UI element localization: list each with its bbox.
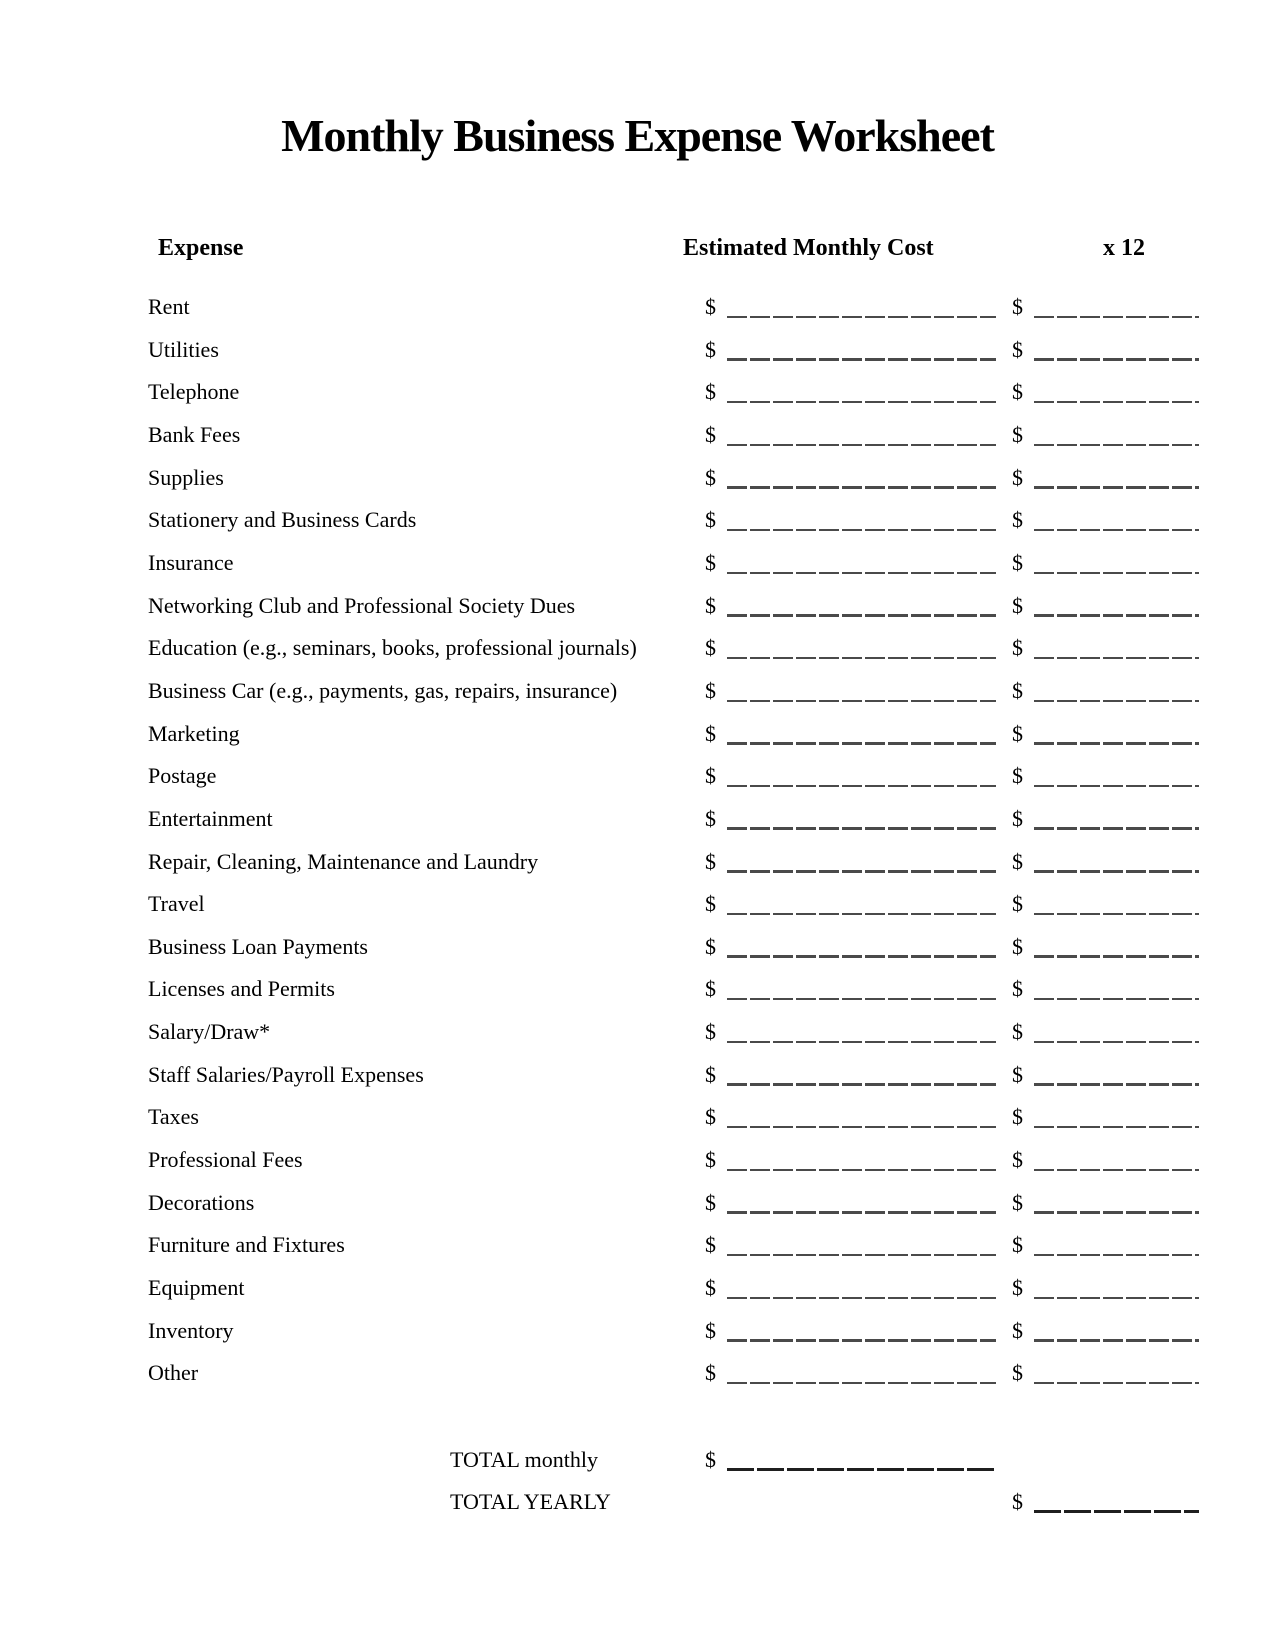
yearly-cost-field xyxy=(1012,1310,1199,1353)
total-monthly-blank[interactable] xyxy=(727,1468,996,1471)
expense-row xyxy=(148,713,1197,756)
expense-label: Salary/Draw* xyxy=(148,1019,271,1045)
expense-row xyxy=(148,542,1197,585)
expense-row xyxy=(148,457,1197,500)
dollar-sign: $ xyxy=(1012,1317,1023,1343)
yearly-cost-blank[interactable] xyxy=(1034,486,1199,488)
yearly-cost-field xyxy=(1012,1011,1199,1054)
dollar-sign: $ xyxy=(705,422,716,448)
dollar-sign: $ xyxy=(1012,1104,1023,1130)
expense-label: Decorations xyxy=(148,1189,255,1215)
monthly-cost-blank[interactable] xyxy=(727,614,996,616)
expense-label: Inventory xyxy=(148,1317,234,1343)
expense-row xyxy=(148,286,1197,329)
expense-table xyxy=(148,234,1197,1524)
expense-row xyxy=(148,841,1197,884)
dollar-sign: $ xyxy=(1012,933,1023,959)
total-yearly-monthly-spacer xyxy=(705,1481,1012,1524)
monthly-cost-blank[interactable] xyxy=(727,1169,996,1171)
dollar-sign: $ xyxy=(1012,635,1023,661)
total-monthly-yearly-spacer xyxy=(1012,1439,1197,1482)
expense-label: Travel xyxy=(148,891,205,917)
dollar-sign: $ xyxy=(705,677,716,703)
total-monthly-field xyxy=(705,1439,1012,1482)
dollar-sign: $ xyxy=(1012,1489,1023,1515)
monthly-cost-field xyxy=(705,1182,1012,1225)
yearly-cost-blank[interactable] xyxy=(1034,1254,1199,1256)
expense-label: Taxes xyxy=(148,1104,199,1130)
expense-label: Professional Fees xyxy=(148,1147,303,1172)
monthly-cost-field xyxy=(705,1011,1012,1054)
dollar-sign: $ xyxy=(1012,1360,1023,1386)
dollar-sign: $ xyxy=(1012,805,1023,831)
dollar-sign: $ xyxy=(705,294,716,320)
expense-row xyxy=(148,1267,1197,1310)
yearly-cost-field xyxy=(1012,329,1199,372)
monthly-cost-blank[interactable] xyxy=(727,316,996,318)
dollar-sign: $ xyxy=(1012,1061,1023,1087)
expense-label: Bank Fees xyxy=(148,422,241,448)
yearly-cost-blank[interactable] xyxy=(1034,1297,1199,1299)
dollar-sign: $ xyxy=(705,1360,716,1386)
dollar-sign: $ xyxy=(705,1232,716,1258)
yearly-cost-blank[interactable] xyxy=(1034,955,1199,957)
expense-label: Equipment xyxy=(148,1274,245,1300)
dollar-sign: $ xyxy=(705,1317,716,1343)
yearly-cost-field xyxy=(1012,499,1199,542)
monthly-cost-blank[interactable] xyxy=(727,572,996,574)
dollar-sign: $ xyxy=(705,1147,716,1172)
monthly-cost-field xyxy=(705,329,1012,372)
expense-row xyxy=(148,1096,1197,1139)
expense-label: Networking Club and Professional Society Dues xyxy=(148,592,576,618)
monthly-cost-field xyxy=(705,926,1012,969)
monthly-cost-field xyxy=(705,371,1012,414)
expense-row xyxy=(148,1352,1197,1395)
monthly-cost-field xyxy=(705,670,1012,713)
dollar-sign: $ xyxy=(1012,976,1023,1002)
expense-label: Licenses and Permits xyxy=(148,976,335,1002)
yearly-cost-blank[interactable] xyxy=(1034,1339,1199,1341)
expense-label: Entertainment xyxy=(148,805,273,831)
yearly-cost-field xyxy=(1012,286,1199,329)
monthly-cost-blank[interactable] xyxy=(727,1254,996,1256)
dollar-sign: $ xyxy=(705,891,716,917)
yearly-cost-blank[interactable] xyxy=(1034,1041,1199,1043)
expense-label: Furniture and Fixtures xyxy=(148,1232,345,1258)
yearly-cost-blank[interactable] xyxy=(1034,1211,1199,1213)
expense-label: Marketing xyxy=(148,720,240,746)
expense-row xyxy=(148,414,1197,457)
yearly-cost-blank[interactable] xyxy=(1034,529,1199,531)
monthly-cost-field xyxy=(705,883,1012,926)
dollar-sign: $ xyxy=(705,1189,716,1215)
yearly-cost-field xyxy=(1012,841,1199,884)
monthly-cost-field xyxy=(705,798,1012,841)
yearly-cost-field xyxy=(1012,414,1199,457)
expense-row xyxy=(148,926,1197,969)
total-yearly-row xyxy=(148,1481,1197,1524)
dollar-sign: $ xyxy=(705,1061,716,1087)
yearly-cost-field xyxy=(1012,798,1199,841)
dollar-sign: $ xyxy=(705,1104,716,1130)
dollar-sign: $ xyxy=(705,763,716,789)
monthly-cost-blank[interactable] xyxy=(727,1382,996,1384)
dollar-sign: $ xyxy=(705,805,716,831)
yearly-cost-field xyxy=(1012,1139,1199,1182)
dollar-sign: $ xyxy=(705,336,716,362)
monthly-cost-blank[interactable] xyxy=(727,913,996,915)
total-yearly-label: TOTAL YEARLY xyxy=(450,1489,611,1515)
monthly-cost-field xyxy=(705,542,1012,585)
monthly-cost-blank[interactable] xyxy=(727,529,996,531)
expense-row xyxy=(148,1054,1197,1097)
dollar-sign: $ xyxy=(705,635,716,661)
table-header-row xyxy=(148,234,1197,262)
monthly-cost-blank[interactable] xyxy=(727,785,996,787)
dollar-sign: $ xyxy=(1012,294,1023,320)
monthly-cost-blank[interactable] xyxy=(727,401,996,403)
expense-rows xyxy=(148,286,1197,1395)
dollar-sign: $ xyxy=(705,1274,716,1300)
yearly-cost-field xyxy=(1012,627,1199,670)
monthly-cost-blank[interactable] xyxy=(727,1339,996,1341)
yearly-cost-blank[interactable] xyxy=(1034,913,1199,915)
monthly-cost-blank[interactable] xyxy=(727,827,996,829)
monthly-cost-field xyxy=(705,1352,1012,1395)
yearly-cost-field xyxy=(1012,1224,1199,1267)
expense-label: Telephone xyxy=(148,379,240,405)
expense-row xyxy=(148,968,1197,1011)
expense-row xyxy=(148,371,1197,414)
expense-label: Education (e.g., seminars, books, professional journals) xyxy=(148,635,637,661)
yearly-cost-field xyxy=(1012,371,1199,414)
expense-row xyxy=(148,1310,1197,1353)
yearly-cost-blank[interactable] xyxy=(1034,444,1199,446)
monthly-cost-blank[interactable] xyxy=(727,486,996,488)
dollar-sign: $ xyxy=(705,550,716,576)
dollar-sign: $ xyxy=(705,592,716,618)
total-monthly-row xyxy=(148,1439,1197,1482)
expense-label: Stationery and Business Cards xyxy=(148,507,417,533)
expense-label: Business Loan Payments xyxy=(148,933,368,959)
yearly-cost-blank[interactable] xyxy=(1034,572,1199,574)
yearly-cost-field xyxy=(1012,1352,1199,1395)
expense-row xyxy=(148,627,1197,670)
dollar-sign: $ xyxy=(705,976,716,1002)
yearly-cost-blank[interactable] xyxy=(1034,1126,1199,1128)
yearly-cost-blank[interactable] xyxy=(1034,998,1199,1000)
yearly-cost-field xyxy=(1012,1054,1199,1097)
yearly-cost-field xyxy=(1012,585,1199,628)
monthly-cost-blank[interactable] xyxy=(727,657,996,659)
dollar-sign: $ xyxy=(1012,1189,1023,1215)
yearly-cost-field xyxy=(1012,883,1199,926)
yearly-cost-field xyxy=(1012,713,1199,756)
yearly-cost-blank[interactable] xyxy=(1034,870,1199,872)
yearly-cost-field xyxy=(1012,1096,1199,1139)
expense-row xyxy=(148,1224,1197,1267)
dollar-sign: $ xyxy=(705,1446,716,1472)
expense-row xyxy=(148,798,1197,841)
yearly-cost-blank[interactable] xyxy=(1034,742,1199,744)
monthly-cost-field xyxy=(705,1096,1012,1139)
yearly-cost-field xyxy=(1012,542,1199,585)
yearly-cost-blank[interactable] xyxy=(1034,785,1199,787)
expense-row xyxy=(148,755,1197,798)
monthly-cost-field xyxy=(705,968,1012,1011)
monthly-cost-field xyxy=(705,1054,1012,1097)
monthly-cost-blank[interactable] xyxy=(727,1211,996,1213)
dollar-sign: $ xyxy=(1012,507,1023,533)
dollar-sign: $ xyxy=(1012,720,1023,746)
monthly-cost-field xyxy=(705,713,1012,756)
monthly-cost-blank[interactable] xyxy=(727,1297,996,1299)
expense-label: Staff Salaries/Payroll Expenses xyxy=(148,1061,424,1087)
monthly-cost-blank[interactable] xyxy=(727,444,996,446)
monthly-cost-field xyxy=(705,499,1012,542)
yearly-cost-blank[interactable] xyxy=(1034,827,1199,829)
yearly-cost-field xyxy=(1012,1182,1199,1225)
total-yearly-field xyxy=(1012,1481,1199,1524)
expense-row xyxy=(148,329,1197,372)
dollar-sign: $ xyxy=(1012,336,1023,362)
yearly-cost-field xyxy=(1012,926,1199,969)
expense-label: Other xyxy=(148,1360,199,1386)
expense-row xyxy=(148,883,1197,926)
expense-row xyxy=(148,670,1197,713)
dollar-sign: $ xyxy=(705,507,716,533)
expense-column-header: Expense xyxy=(158,235,244,262)
expense-row xyxy=(148,1011,1197,1054)
monthly-cost-field xyxy=(705,585,1012,628)
monthly-cost-blank[interactable] xyxy=(727,742,996,744)
yearly-cost-blank[interactable] xyxy=(1034,316,1199,318)
yearly-cost-blank[interactable] xyxy=(1034,700,1199,702)
page-title: Monthly Business Expense Worksheet xyxy=(281,110,994,161)
expense-label: Postage xyxy=(148,763,217,789)
monthly-cost-blank[interactable] xyxy=(727,358,996,360)
yearly-cost-field xyxy=(1012,670,1199,713)
expense-label: Rent xyxy=(148,294,190,320)
yearly-cost-blank[interactable] xyxy=(1034,657,1199,659)
monthly-cost-blank[interactable] xyxy=(727,998,996,1000)
expense-row xyxy=(148,585,1197,628)
expense-label: Insurance xyxy=(148,550,234,576)
monthly-cost-field xyxy=(705,414,1012,457)
dollar-sign: $ xyxy=(1012,763,1023,789)
dollar-sign: $ xyxy=(705,933,716,959)
yearly-cost-blank[interactable] xyxy=(1034,1169,1199,1171)
yearly-cost-blank[interactable] xyxy=(1034,614,1199,616)
total-yearly-blank[interactable] xyxy=(1034,1510,1199,1513)
monthly-cost-blank[interactable] xyxy=(727,870,996,872)
dollar-sign: $ xyxy=(1012,550,1023,576)
monthly-cost-field xyxy=(705,841,1012,884)
total-monthly-label: TOTAL monthly xyxy=(450,1446,598,1472)
dollar-sign: $ xyxy=(1012,422,1023,448)
dollar-sign: $ xyxy=(705,848,716,874)
yearly-cost-field xyxy=(1012,457,1199,500)
times-twelve-column-header: x 12 xyxy=(1103,235,1145,262)
dollar-sign: $ xyxy=(1012,1147,1023,1172)
expense-row xyxy=(148,1182,1197,1225)
monthly-cost-blank[interactable] xyxy=(727,1083,996,1085)
monthly-cost-field xyxy=(705,457,1012,500)
expense-label: Supplies xyxy=(148,464,224,490)
dollar-sign: $ xyxy=(705,1019,716,1045)
dollar-sign: $ xyxy=(1012,592,1023,618)
dollar-sign: $ xyxy=(705,379,716,405)
dollar-sign: $ xyxy=(1012,1019,1023,1045)
monthly-cost-blank[interactable] xyxy=(727,700,996,702)
dollar-sign: $ xyxy=(1012,379,1023,405)
dollar-sign: $ xyxy=(1012,1274,1023,1300)
monthly-cost-field xyxy=(705,1224,1012,1267)
monthly-cost-field xyxy=(705,286,1012,329)
dollar-sign: $ xyxy=(1012,848,1023,874)
dollar-sign: $ xyxy=(1012,464,1023,490)
dollar-sign: $ xyxy=(1012,1232,1023,1258)
monthly-cost-field xyxy=(705,1139,1012,1182)
expense-label: Repair, Cleaning, Maintenance and Laundry xyxy=(148,848,539,874)
dollar-sign: $ xyxy=(705,464,716,490)
expense-label: Utilities xyxy=(148,336,219,362)
yearly-cost-field xyxy=(1012,755,1199,798)
monthly-cost-field xyxy=(705,1267,1012,1310)
yearly-cost-field xyxy=(1012,968,1199,1011)
yearly-cost-field xyxy=(1012,1267,1199,1310)
monthly-cost-field xyxy=(705,627,1012,670)
dollar-sign: $ xyxy=(1012,677,1023,703)
monthly-cost-blank[interactable] xyxy=(727,955,996,957)
yearly-cost-blank[interactable] xyxy=(1034,1083,1199,1085)
yearly-cost-blank[interactable] xyxy=(1034,401,1199,403)
monthly-cost-blank[interactable] xyxy=(727,1041,996,1043)
monthly-cost-blank[interactable] xyxy=(727,1126,996,1128)
expense-label: Business Car (e.g., payments, gas, repairs, insurance) xyxy=(148,677,618,703)
yearly-cost-blank[interactable] xyxy=(1034,1382,1199,1384)
expense-row xyxy=(148,1139,1197,1182)
monthly-cost-column-header: Estimated Monthly Cost xyxy=(683,235,934,262)
yearly-cost-blank[interactable] xyxy=(1034,358,1199,360)
monthly-cost-field xyxy=(705,1310,1012,1353)
dollar-sign: $ xyxy=(705,720,716,746)
dollar-sign: $ xyxy=(1012,891,1023,917)
expense-row xyxy=(148,499,1197,542)
monthly-cost-field xyxy=(705,755,1012,798)
